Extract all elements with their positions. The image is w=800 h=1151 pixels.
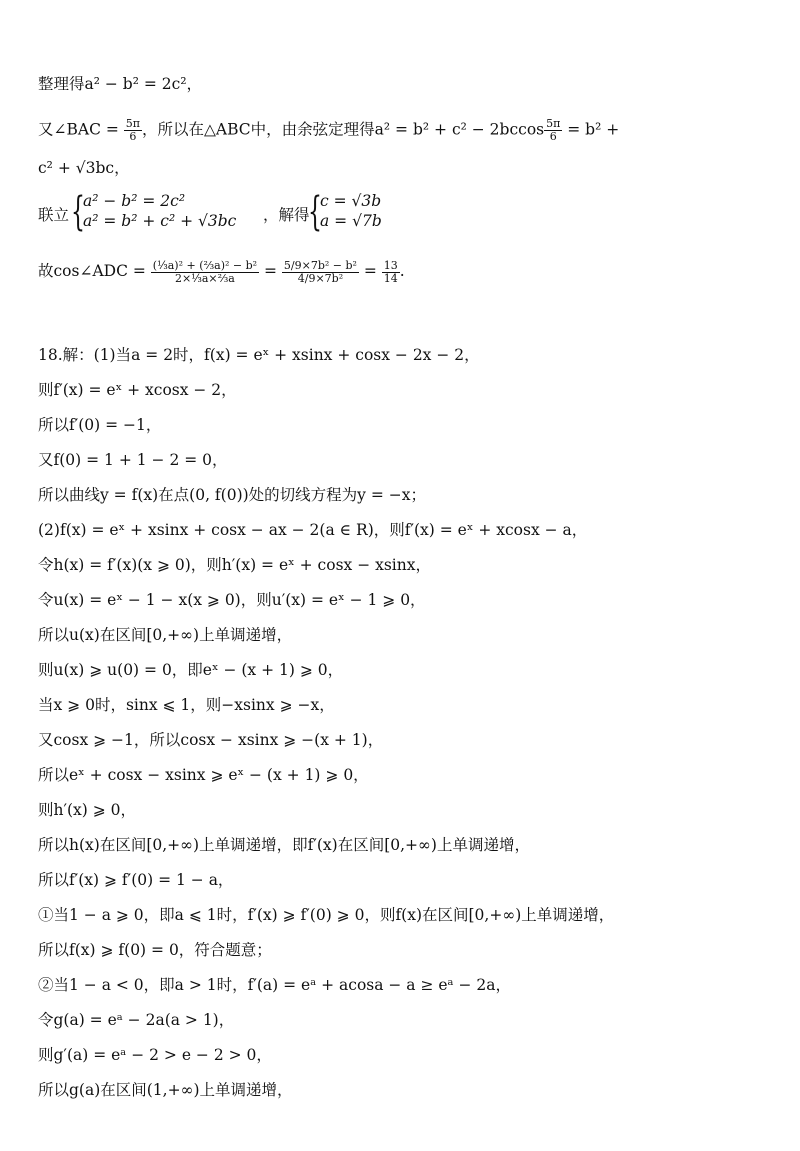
fraction-numerator: 5π [546,117,561,130]
text-line: 所以u(x)在区间[0,+∞)上单调递增， [38,626,293,644]
fraction [124,118,142,143]
text-line: 18.解：(1)当a = 2时，f(x) = eˣ + xsinx + cosx − 2x − 2， [38,346,480,364]
fraction [382,260,400,285]
fraction-numerator: 5/9×7b² − b² [283,258,357,272]
text-line: ①当1 − a ⩾ 0，即a ⩽ 1时，f′(x) ⩾ f′(0) ⩾ 0，则f(x)在区间[0,+∞)上单调递增， [38,906,615,924]
equation: c = √3b [320,192,382,210]
text-line: ②当1 − a < 0，即a > 1时，f′(a) = eᵃ + acosa − a ≥ eᵃ − 2a， [38,976,511,994]
text-segment: ，所以在△ABC中，由余弦定理得a² = b² + c² − 2bccos [142,120,545,139]
text-line: 当x ⩾ 0时，sinx ⩽ 1，则−xsinx ⩾ −x， [38,696,335,714]
system-of-equations [38,189,458,235]
equation: a = √7b [320,212,382,230]
fraction-denominator: 14 [383,271,398,285]
text-segment: 故cos∠ADC = [38,262,151,280]
fraction [151,260,259,285]
text-line: 所以f′(0) = −1， [38,416,162,434]
fraction-denominator: 2×⅓a×⅔a [174,271,235,285]
text-segment: = [358,262,382,280]
text-line: c² + √3bc， [38,159,130,177]
text-segment: . [399,262,405,280]
fraction [282,260,359,285]
text-line: 令g(a) = eᵃ − 2a(a > 1)， [38,1011,235,1029]
text-line: 所以f′(x) ⩾ f′(0) = 1 − a， [38,871,234,889]
text-line-angle [38,118,619,143]
fraction-numerator: (⅓a)² + (⅔a)² − b² [152,258,258,272]
text-line: 则g′(a) = eᵃ − 2 > e − 2 > 0， [38,1046,272,1064]
text-segment: = b² + [562,120,620,139]
text-line: 所以h(x)在区间[0,+∞)上单调递增，即f′(x)在区间[0,+∞)上单调递增， [38,836,530,854]
equation: a² − b² = 2c² [83,192,186,210]
text-line: 所以曲线y = f(x)在点(0, f(0))处的切线方程为y = −x； [38,486,427,504]
fraction [544,118,562,143]
text-line: 则f′(x) = eˣ + xcosx − 2， [38,381,237,399]
text-segment: 联立 [38,206,70,224]
fraction-denominator: 6 [549,130,557,143]
text-line: 又f(0) = 1 + 1 − 2 = 0， [38,451,228,469]
fraction-denominator: 4/9×7b² [297,271,344,285]
text-segment: = [259,262,282,280]
text-line: 所以eˣ + cosx − xsinx ⩾ eˣ − (x + 1) ⩾ 0， [38,766,369,784]
text-line: (2)f(x) = eˣ + xsinx + cosx − ax − 2(a ∈ R)，则f′(x) = eˣ + xcosx − a， [38,521,588,539]
text-line: 则h′(x) ⩾ 0， [38,801,137,819]
text-line: 所以g(a)在区间(1,+∞)上单调递增， [38,1081,293,1099]
equation: a² = b² + c² + √3bc [83,212,237,230]
fraction-numerator: 5π [125,117,141,130]
text-line: 所以f(x) ⩾ f(0) = 0，符合题意； [38,941,272,959]
text-line-cos [38,258,405,285]
text-line: 则u(x) ⩾ u(0) = 0，即eˣ − (x + 1) ⩾ 0， [38,661,344,679]
fraction-numerator: 13 [383,258,398,272]
text-segment: ，解得 [263,206,310,224]
text-line: 整理得a² − b² = 2c²， [38,75,203,93]
text-line: 令h(x) = f′(x)(x ⩾ 0)，则h′(x) = eˣ + cosx − xsinx， [38,556,431,574]
fraction-denominator: 6 [129,130,137,143]
text-line: 又cosx ⩾ −1，所以cosx − xsinx ⩾ −(x + 1)， [38,731,384,749]
brace-left: { [71,189,85,235]
text-segment: 又∠BAC = [38,120,124,139]
text-line: 令u(x) = eˣ − 1 − x(x ⩾ 0)，则u′(x) = eˣ − 1 ⩾ 0， [38,591,426,609]
brace-left: { [308,189,322,235]
